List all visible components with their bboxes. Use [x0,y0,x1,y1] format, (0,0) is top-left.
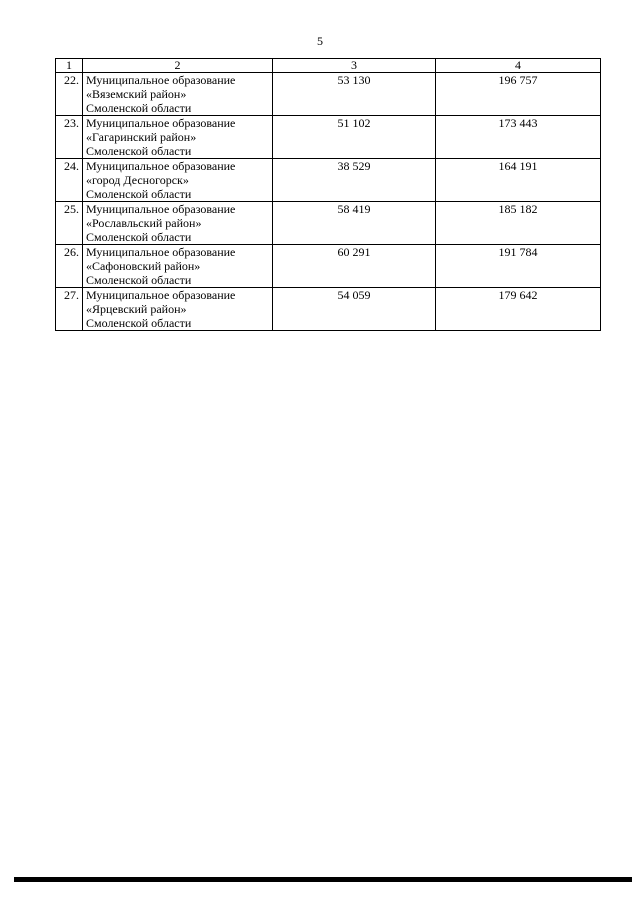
name-line: «Сафоновский район» [86,259,201,273]
name-line: Муниципальное образование [86,288,236,302]
table-row [56,288,601,331]
row-number: 25. [56,202,83,245]
table-row [56,159,601,202]
name-line: «Вяземский район» [86,87,187,101]
table-row [56,202,601,245]
row-number: 27. [56,288,83,331]
value-col4: 179 642 [436,288,601,331]
row-number: 22. [56,73,83,116]
column-header-1: 1 [56,59,83,73]
name-line: Муниципальное образование [86,202,236,216]
page-number: 5 [317,34,323,48]
table-header-row [56,59,601,73]
row-number: 24. [56,159,83,202]
bottom-divider [14,877,632,882]
name-line: «Гагаринский район» [86,130,197,144]
value-col3: 53 130 [273,73,436,116]
name-line: Муниципальное образование [86,116,236,130]
column-header-4: 4 [436,59,601,73]
column-header-3: 3 [273,59,436,73]
municipality-name [83,159,273,202]
name-line: Смоленской области [86,316,192,330]
name-line: «Ярцевский район» [86,302,187,316]
value-col3: 54 059 [273,288,436,331]
name-line: Муниципальное образование [86,73,236,87]
value-col3: 38 529 [273,159,436,202]
municipality-name [83,245,273,288]
value-col4: 196 757 [436,73,601,116]
value-col3: 60 291 [273,245,436,288]
name-line: Муниципальное образование [86,159,236,173]
name-line: Смоленской области [86,187,192,201]
municipality-name [83,288,273,331]
column-header-2: 2 [83,59,273,73]
municipality-name [83,116,273,159]
table-row [56,73,601,116]
row-number: 23. [56,116,83,159]
value-col4: 185 182 [436,202,601,245]
value-col4: 164 191 [436,159,601,202]
name-line: «город Десногорск» [86,173,189,187]
value-col3: 51 102 [273,116,436,159]
name-line: Смоленской области [86,230,192,244]
value-col3: 58 419 [273,202,436,245]
row-number: 26. [56,245,83,288]
value-col4: 191 784 [436,245,601,288]
name-line: Смоленской области [86,101,192,115]
table-row [56,245,601,288]
name-line: «Рославльский район» [86,216,202,230]
municipality-name [83,73,273,116]
name-line: Смоленской области [86,273,192,287]
data-table [55,58,601,331]
name-line: Смоленской области [86,144,192,158]
value-col4: 173 443 [436,116,601,159]
municipality-name [83,202,273,245]
table-row [56,116,601,159]
name-line: Муниципальное образование [86,245,236,259]
